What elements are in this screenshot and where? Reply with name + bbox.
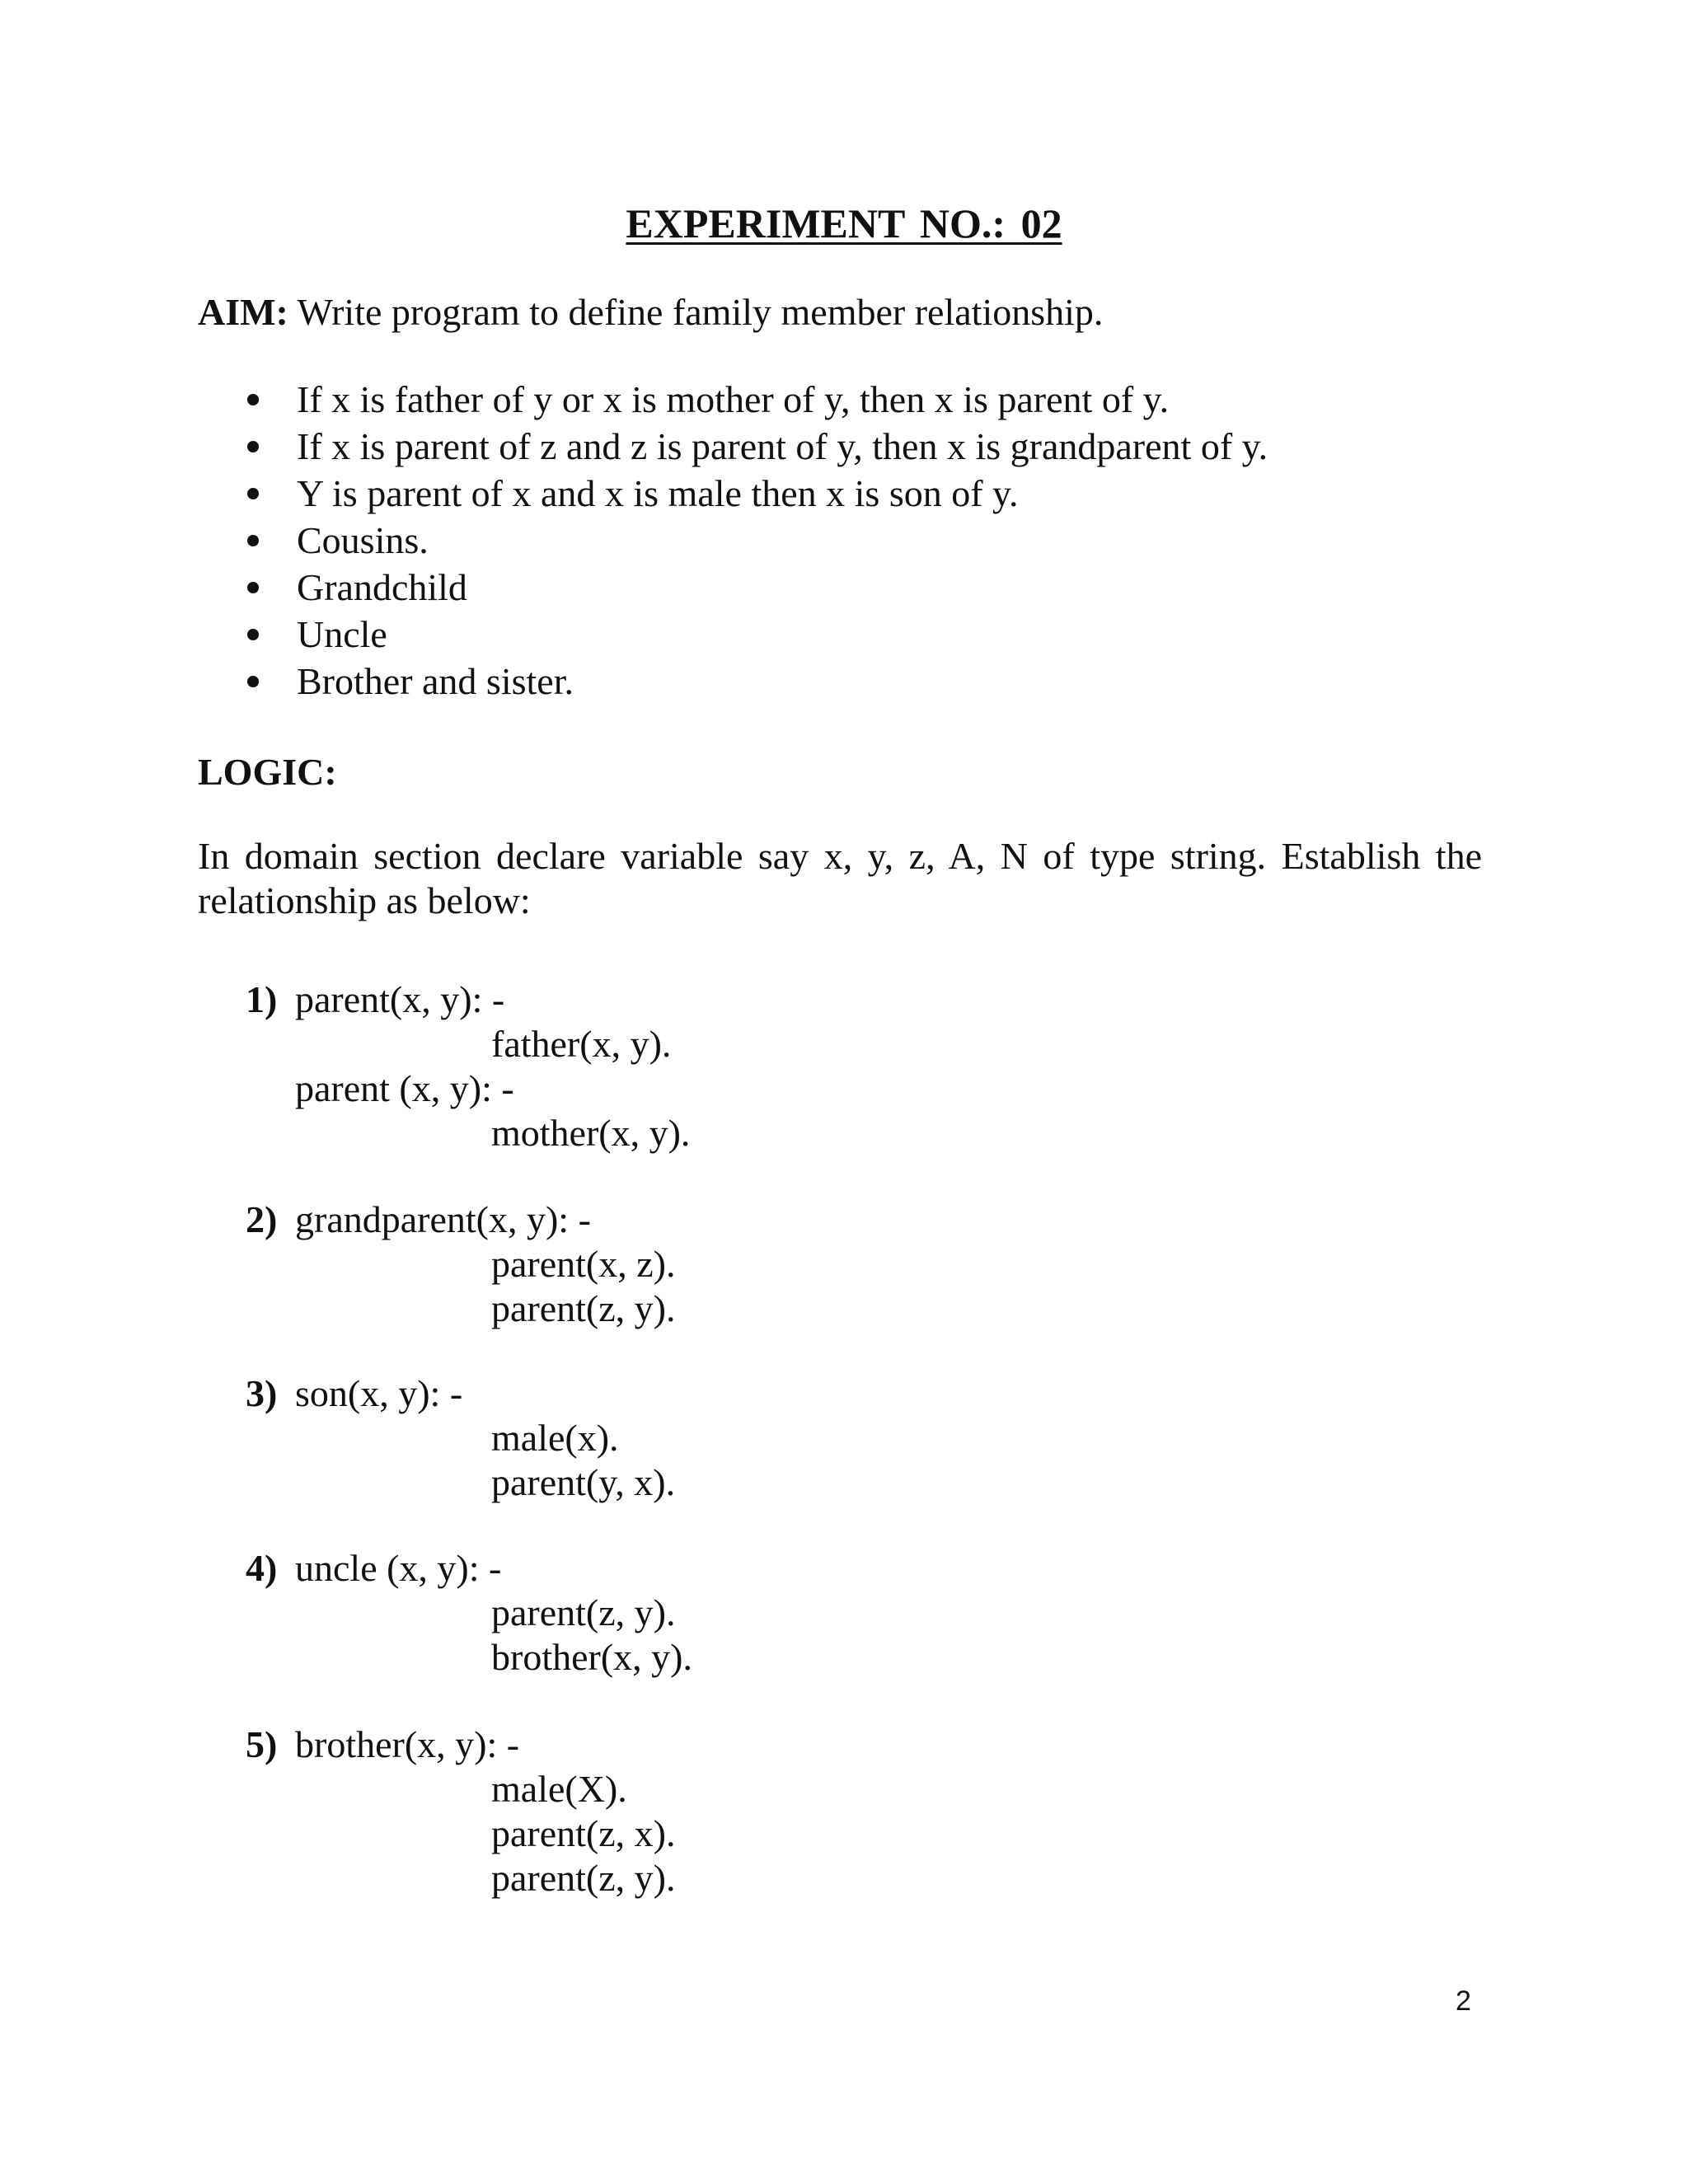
rule-number: 5) — [246, 1723, 278, 1765]
list-item: Uncle — [247, 611, 1268, 658]
rule-number: 1) — [246, 978, 278, 1020]
page-number: 2 — [1456, 1985, 1471, 2017]
list-item: If x is parent of z and z is parent of y, then x is grandparent of y. — [247, 423, 1268, 470]
rule-number: 2) — [246, 1198, 278, 1240]
list-item: Y is parent of x and x is male then x is son of y. — [247, 470, 1268, 517]
requirements-list — [247, 376, 1268, 705]
bullet-icon — [247, 582, 259, 593]
rule-head: parent(x, y): - — [295, 978, 505, 1020]
aim-label: AIM: — [198, 291, 288, 333]
rule-body: parent(y, x). — [491, 1461, 676, 1503]
rule-body: male(x). — [491, 1417, 619, 1459]
bullet-icon — [247, 676, 259, 687]
rule-head: parent (x, y): - — [295, 1067, 514, 1109]
rule-head: son(x, y): - — [295, 1372, 463, 1414]
rule-head: grandparent(x, y): - — [295, 1198, 591, 1240]
bullet-icon — [247, 535, 259, 546]
aim-statement — [198, 284, 1103, 341]
rule-body: parent(z, y). — [491, 1287, 676, 1329]
rule-head: brother(x, y): - — [295, 1723, 520, 1765]
rule-body: mother(x, y). — [491, 1112, 691, 1154]
aim-text: Write program to define family member relationship. — [288, 291, 1104, 333]
rule-body: parent(z, y). — [491, 1857, 676, 1899]
logic-paragraph: In domain section declare variable say x, y, z, A, N of type string. Establish the relationship as below: — [198, 835, 1482, 921]
logic-heading: LOGIC: — [198, 751, 337, 793]
rule-body: parent(x, z). — [491, 1243, 676, 1285]
bullet-icon — [247, 441, 259, 452]
list-item: If x is father of y or x is mother of y, then x is parent of y. — [247, 376, 1268, 423]
page-title: EXPERIMENT NO.: 02 — [626, 200, 1062, 246]
rule-body: parent(z, y). — [491, 1591, 676, 1633]
bullet-icon — [247, 629, 259, 640]
list-item: Cousins. — [247, 517, 1268, 564]
bullet-icon — [247, 394, 259, 405]
rule-body: parent(z, x). — [491, 1812, 676, 1854]
rule-body: brother(x, y). — [491, 1636, 692, 1678]
rule-body: male(X). — [491, 1768, 627, 1810]
rule-number: 3) — [246, 1372, 278, 1414]
rule-number: 4) — [246, 1547, 278, 1589]
list-item: Brother and sister. — [247, 658, 1268, 705]
rule-head: uncle (x, y): - — [295, 1547, 502, 1589]
bullet-icon — [247, 488, 259, 499]
list-item: Grandchild — [247, 564, 1268, 611]
rule-body: father(x, y). — [491, 1023, 672, 1065]
